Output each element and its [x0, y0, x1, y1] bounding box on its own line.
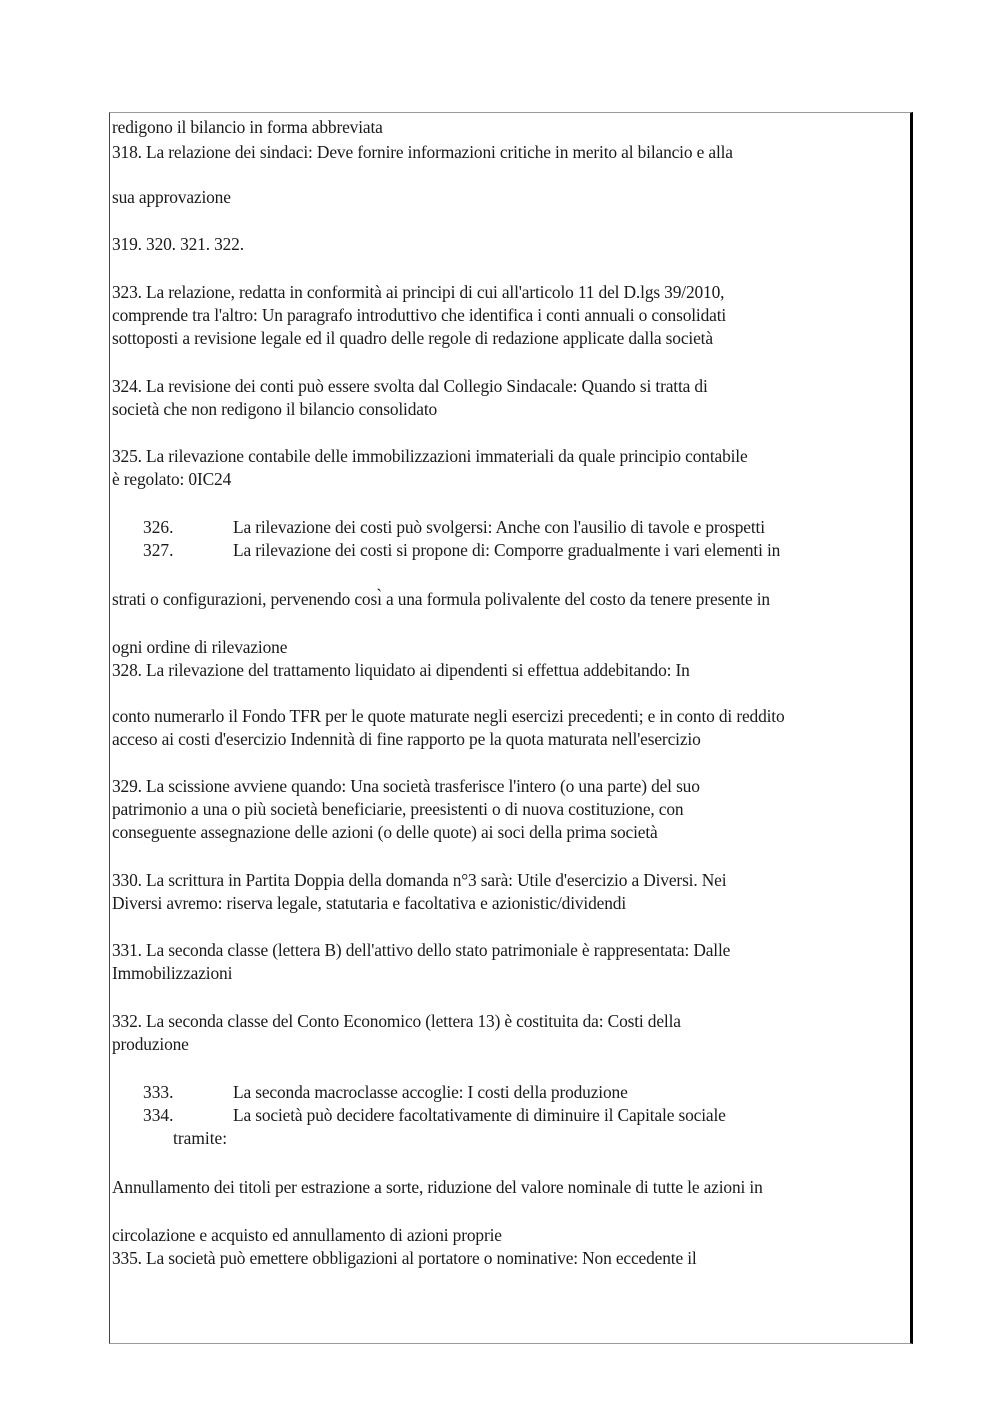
text-line: produzione	[112, 1034, 189, 1054]
text-line: comprende tra l'altro: Un paragrafo introduttivo che identifica i conti annuali o consolidati	[112, 305, 727, 325]
text-line: 324. La revisione dei conti può essere svolta dal Collegio Sindacale: Quando si tratta di	[112, 376, 708, 396]
item-number: 327.	[143, 540, 174, 560]
text-line: 318. La relazione dei sindaci: Deve fornire informazioni critiche in merito al bilancio e alla	[112, 142, 733, 162]
text-line: patrimonio a una o più società beneficiarie, preesistenti o di nuova costituzione, con	[112, 799, 684, 819]
text-line: 323. La relazione, redatta in conformità ai principi di cui all'articolo 11 del D.lgs 39/2010,	[112, 282, 725, 302]
text-line: è regolato: 0IC24	[112, 469, 232, 489]
text-line: Annullamento dei titoli per estrazione a sorte, riduzione del valore nominale di tutte le azioni in	[112, 1177, 763, 1197]
text-line: circolazione e acquisto ed annullamento di azioni proprie	[112, 1225, 502, 1245]
text-line: società che non redigono il bilancio consolidato	[112, 399, 438, 419]
text-line: 331. La seconda classe (lettera B) dell'attivo dello stato patrimoniale è rappresentata: Dalle	[112, 940, 731, 960]
text-line: acceso ai costi d'esercizio Indennità di fine rapporto pe la quota maturata nell'esercizio	[112, 729, 701, 749]
item-number: 333.	[143, 1082, 174, 1102]
text-line: 330. La scrittura in Partita Doppia della domanda n°3 sarà: Utile d'esercizio a Diversi. Nei	[112, 870, 727, 890]
text-line: tramite:	[173, 1128, 228, 1148]
item-text: La società può decidere facoltativamente di diminuire il Capitale sociale	[233, 1105, 726, 1125]
text-line: conto numerarlo il Fondo TFR per le quote maturate negli esercizi precedenti; e in conto di reddito	[112, 706, 785, 726]
text-line: 328. La rilevazione del trattamento liquidato ai dipendenti si effettua addebitando: In	[112, 660, 690, 680]
text-line: 335. La società può emettere obbligazioni al portatore o nominative: Non eccedente il	[112, 1248, 697, 1268]
text-line: ogni ordine di rilevazione	[112, 637, 288, 657]
text-line: Immobilizzazioni	[112, 963, 233, 983]
text-line: 325. La rilevazione contabile delle immobilizzazioni immateriali da quale principio contabile	[112, 446, 748, 466]
item-number: 334.	[143, 1105, 174, 1125]
text-line: sottoposti a revisione legale ed il quadro delle regole di redazione applicate dalla società	[112, 328, 713, 348]
text-line: 332. La seconda classe del Conto Economico (lettera 13) è costituita da: Costi della	[112, 1011, 681, 1031]
text-line: redigono il bilancio in forma abbreviata	[112, 117, 383, 137]
text-line: Diversi avremo: riserva legale, statutaria e facoltativa e azionistic/dividendi	[112, 893, 627, 913]
item-text: La rilevazione dei costi può svolgersi: Anche con l'ausilio di tavole e prospetti	[233, 517, 765, 537]
text-line: 319. 320. 321. 322.	[112, 234, 244, 254]
text-line: sua approvazione	[112, 187, 231, 207]
text-line: strati o configurazioni, pervenendo cosı̀ a una formula polivalente del costo da tenere presente in	[112, 589, 770, 609]
item-text: La rilevazione dei costi si propone di: Comporre gradualmente i vari elementi in	[233, 540, 781, 560]
item-text: La seconda macroclasse accoglie: I costi della produzione	[233, 1082, 628, 1102]
text-line: 329. La scissione avviene quando: Una società trasferisce l'intero (o una parte) del suo	[112, 776, 700, 796]
item-number: 326.	[143, 517, 174, 537]
text-line: conseguente assegnazione delle azioni (o delle quote) ai soci della prima società	[112, 822, 658, 842]
